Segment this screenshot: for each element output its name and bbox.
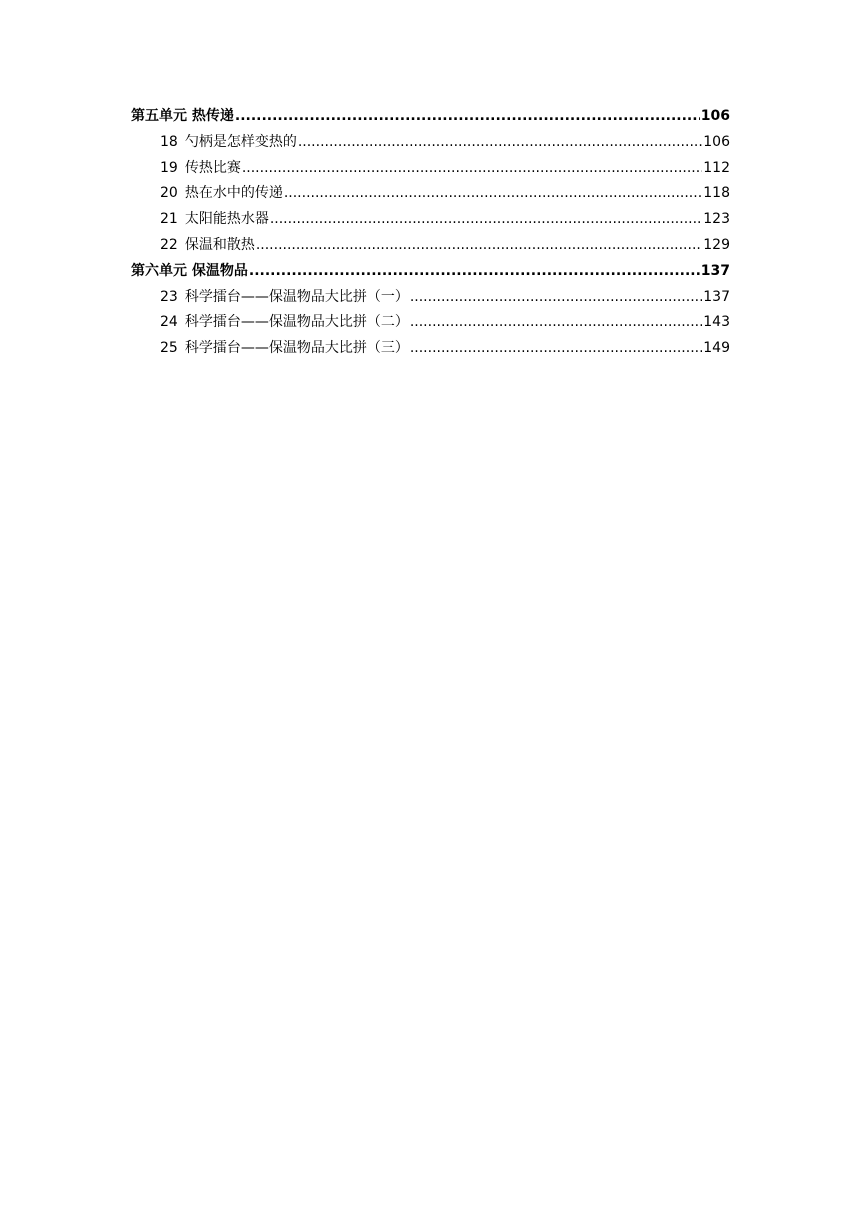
table-of-contents	[131, 104, 730, 362]
toc-entry-title: 勺柄是怎样变热的	[184, 133, 297, 150]
toc-dot-leader	[284, 181, 702, 207]
toc-unit-6[interactable]	[131, 259, 730, 285]
toc-lesson-25[interactable]	[131, 336, 730, 362]
toc-entry-page: 112	[703, 159, 730, 176]
toc-entry-page: 137	[703, 288, 730, 305]
toc-lesson-18[interactable]	[131, 130, 730, 156]
toc-lesson-22[interactable]	[131, 233, 730, 259]
toc-entry-number: 25	[160, 340, 178, 357]
toc-entry-number: 24	[160, 314, 178, 331]
toc-entry-page: 137	[700, 262, 730, 279]
toc-entry-number: 19	[160, 159, 178, 176]
toc-dot-leader	[410, 285, 702, 311]
toc-entry-number: 23	[160, 288, 178, 305]
toc-entry-number: 18	[160, 133, 178, 150]
toc-lesson-19[interactable]	[131, 156, 730, 182]
toc-lesson-24[interactable]	[131, 310, 730, 336]
toc-entry-page: 106	[703, 133, 730, 150]
toc-dot-leader	[298, 130, 702, 156]
toc-dot-leader	[242, 156, 702, 182]
toc-entry-title: 科学擂台——保温物品大比拼（二）	[184, 314, 409, 331]
toc-dot-leader	[235, 104, 700, 130]
toc-entry-page: 123	[703, 211, 730, 228]
toc-entry-page: 143	[703, 314, 730, 331]
toc-dot-leader	[249, 259, 700, 285]
toc-entry-title: 传热比赛	[184, 159, 241, 176]
toc-dot-leader	[270, 207, 702, 233]
toc-dot-leader	[410, 310, 702, 336]
toc-lesson-20[interactable]	[131, 181, 730, 207]
toc-entry-title: 保温和散热	[184, 236, 255, 253]
toc-lesson-21[interactable]	[131, 207, 730, 233]
toc-entry-title: 热在水中的传递	[184, 185, 283, 202]
toc-dot-leader	[256, 233, 702, 259]
toc-entry-title: 科学擂台——保温物品大比拼（一）	[184, 288, 409, 305]
toc-entry-title: 第六单元 保温物品	[131, 262, 248, 279]
toc-entry-page: 129	[703, 236, 730, 253]
toc-unit-5[interactable]	[131, 104, 730, 130]
toc-entry-page: 106	[700, 108, 730, 124]
toc-entry-number: 22	[160, 236, 178, 253]
toc-entry-title: 太阳能热水器	[184, 211, 269, 228]
toc-entry-number: 21	[160, 211, 178, 228]
toc-entry-title: 第五单元 热传递	[131, 108, 234, 124]
toc-entry-number: 20	[160, 185, 178, 202]
toc-dot-leader	[410, 336, 702, 362]
toc-entry-page: 118	[703, 185, 730, 202]
toc-entry-page: 149	[703, 340, 730, 357]
toc-lesson-23[interactable]	[131, 285, 730, 311]
toc-entry-title: 科学擂台——保温物品大比拼（三）	[184, 340, 409, 357]
